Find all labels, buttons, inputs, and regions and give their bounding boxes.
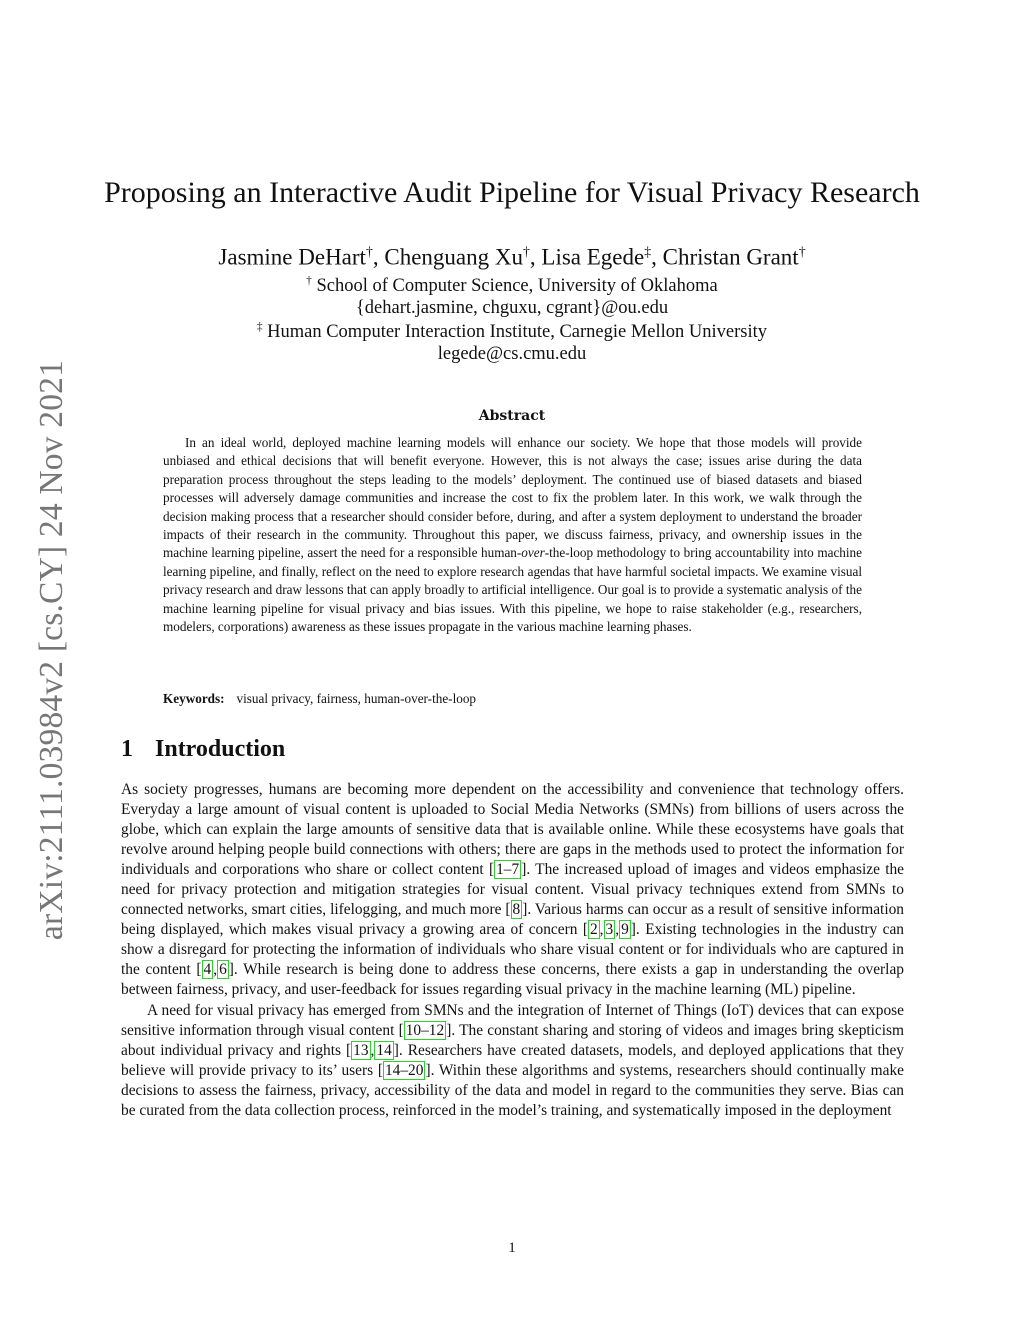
citation-link[interactable]: 4: [203, 961, 212, 979]
arxiv-identifier-text: arXiv:2111.03984v2 [cs.CY] 24 Nov 2021: [33, 359, 70, 941]
citation-link[interactable]: 14–20: [384, 1061, 424, 1079]
affiliation-name: Human Computer Interaction Institute, Carnegie Mellon University: [267, 322, 768, 343]
author-name: Lisa Egede: [541, 244, 645, 270]
citation-link[interactable]: 3: [605, 921, 614, 939]
affiliation-mark: †: [306, 275, 312, 287]
paragraph: As society progresses, humans are becoming more dependent on the accessibility and convenience that technology offers. Everyday a large amount of visual content is uploaded to Social Media Networks (SMNs) from billions of users across the globe, which can explain the large amounts of sensitive data that is available online. While these ecosystems have goals that revolve around helping people build connections with others; there are gaps in the methods used to protect the information for individuals and corporations who share or collect content [ 1–7 ]. The increased upload of images and videos emphasize the need for privacy protection and mitigation strategies for visual content. Visual privacy techniques extend from SMNs to connected networks, smart cities, lifelogging, and much more [ 8 ]. Various harms can occur as a result of sensitive information being displayed, which makes visual privacy a growing area of concern [ 2 , 3 , 9 ]. Existing technologies in the industry can show a disregard for protecting the information of individuals who share visual content or for individuals who are captured in the content [ 4 , 6 ]. While research is being done to address these concerns, there exists a gap in understanding the overlap between fairness, privacy, and user-feedback for issues regarding visual privacy in the machine learning (ML) pipeline.: [121, 781, 905, 999]
section-title: Introduction: [155, 736, 286, 762]
affiliation-2: [100, 321, 924, 343]
arxiv-identifier: [28, 350, 76, 950]
paragraph: A need for visual privacy has emerged from SMNs and the integration of Internet of Things (IoT) devices that can expose sensitive information through visual content [ 10–12 ]. The constant sharing and storing of videos and images bring skepticism about individual privacy and rights [ 13 , 14 ]. Researchers have created datasets, models, and deployed applications that they believe will provide privacy to its’ users [ 14–20 ]. Within these algorithms and systems, researchers should continually make decisions to assess the fairness, privacy, accessibility of the data and model in regard to the communities they serve. Bias can be curated from the data collection process, reinforced in the model’s training, and systematically imposed in the deployment: [121, 1001, 905, 1119]
citation-link[interactable]: 2: [589, 921, 598, 939]
author-mark: †: [365, 244, 373, 259]
citation-link[interactable]: 9: [621, 921, 629, 939]
abstract-heading: Abstract: [478, 408, 546, 424]
affiliation-mark: ‡: [256, 321, 263, 333]
citation-link[interactable]: 1–7: [496, 861, 520, 879]
citation-link[interactable]: 14: [376, 1041, 392, 1059]
citation-link[interactable]: 6: [219, 961, 227, 979]
keywords-label: Keywords:: [163, 691, 225, 706]
affiliation-1: [100, 275, 924, 297]
author-name: Christan Grant: [662, 244, 799, 270]
keywords: [163, 691, 862, 707]
author-name: Chenguang Xu: [384, 244, 523, 270]
body-text: [121, 780, 904, 1121]
author-mark: ‡: [644, 244, 652, 259]
author-mark: †: [798, 244, 806, 259]
section-heading: [121, 736, 285, 763]
emphasis: over: [521, 545, 545, 561]
affiliation-2-email: legede@cs.cmu.edu: [437, 344, 587, 364]
citation-link[interactable]: 10–12: [405, 1021, 445, 1039]
citation-link[interactable]: 8: [512, 901, 521, 919]
keywords-text: visual privacy, fairness, human-over-the-loop: [236, 691, 477, 706]
author-name: Jasmine DeHart: [218, 244, 366, 270]
author-mark: †: [522, 244, 530, 259]
section-number: 1: [121, 736, 133, 762]
abstract-text: In an ideal world, deployed machine learning models will enhance our society. We hope that those models will provide unbiased and ethical decisions that will benefit everyone. However, this is not always the case; issues arise during the data preparation process throughout the steps leading to the models’ deployment. The continued use of biased datasets and biased processes will adversely damage communities and increase the cost to fix the problem later. In this work, we walk through the decision making process that a researcher should consider before, during, and after a system deployment to understand the broader impacts of their research in the community. Throughout this paper, we discuss fairness, privacy, and ownership issues in the machine learning pipeline, assert the need for a responsible human-over-the-loop methodology to bring accountability into machine learning pipeline, and finally, reflect on the need to explore research agendas that have harmful societal impacts. We examine visual privacy research and draw lessons that can apply broadly to artificial intelligence. Our goal is to provide a systematic analysis of the machine learning pipeline for visual privacy and bias issues. With this pipeline, we hope to raise stakeholder (e.g., researchers, modelers, corporations) awareness as these issues propagate in the various machine learning phases.: [163, 435, 862, 635]
paper-title: Proposing an Interactive Audit Pipeline for Visual Privacy Research: [104, 176, 920, 209]
author-list: Jasmine DeHart†, Chenguang Xu†, Lisa Egede‡, Christan Grant†: [218, 244, 806, 270]
page-number: 1: [508, 1240, 516, 1256]
affiliation-1-email: {dehart.jasmine, chguxu, cgrant}@ou.edu: [355, 298, 669, 318]
affiliation-name: School of Computer Science, University of Oklahoma: [316, 276, 718, 297]
citation-link[interactable]: 13: [353, 1041, 369, 1059]
